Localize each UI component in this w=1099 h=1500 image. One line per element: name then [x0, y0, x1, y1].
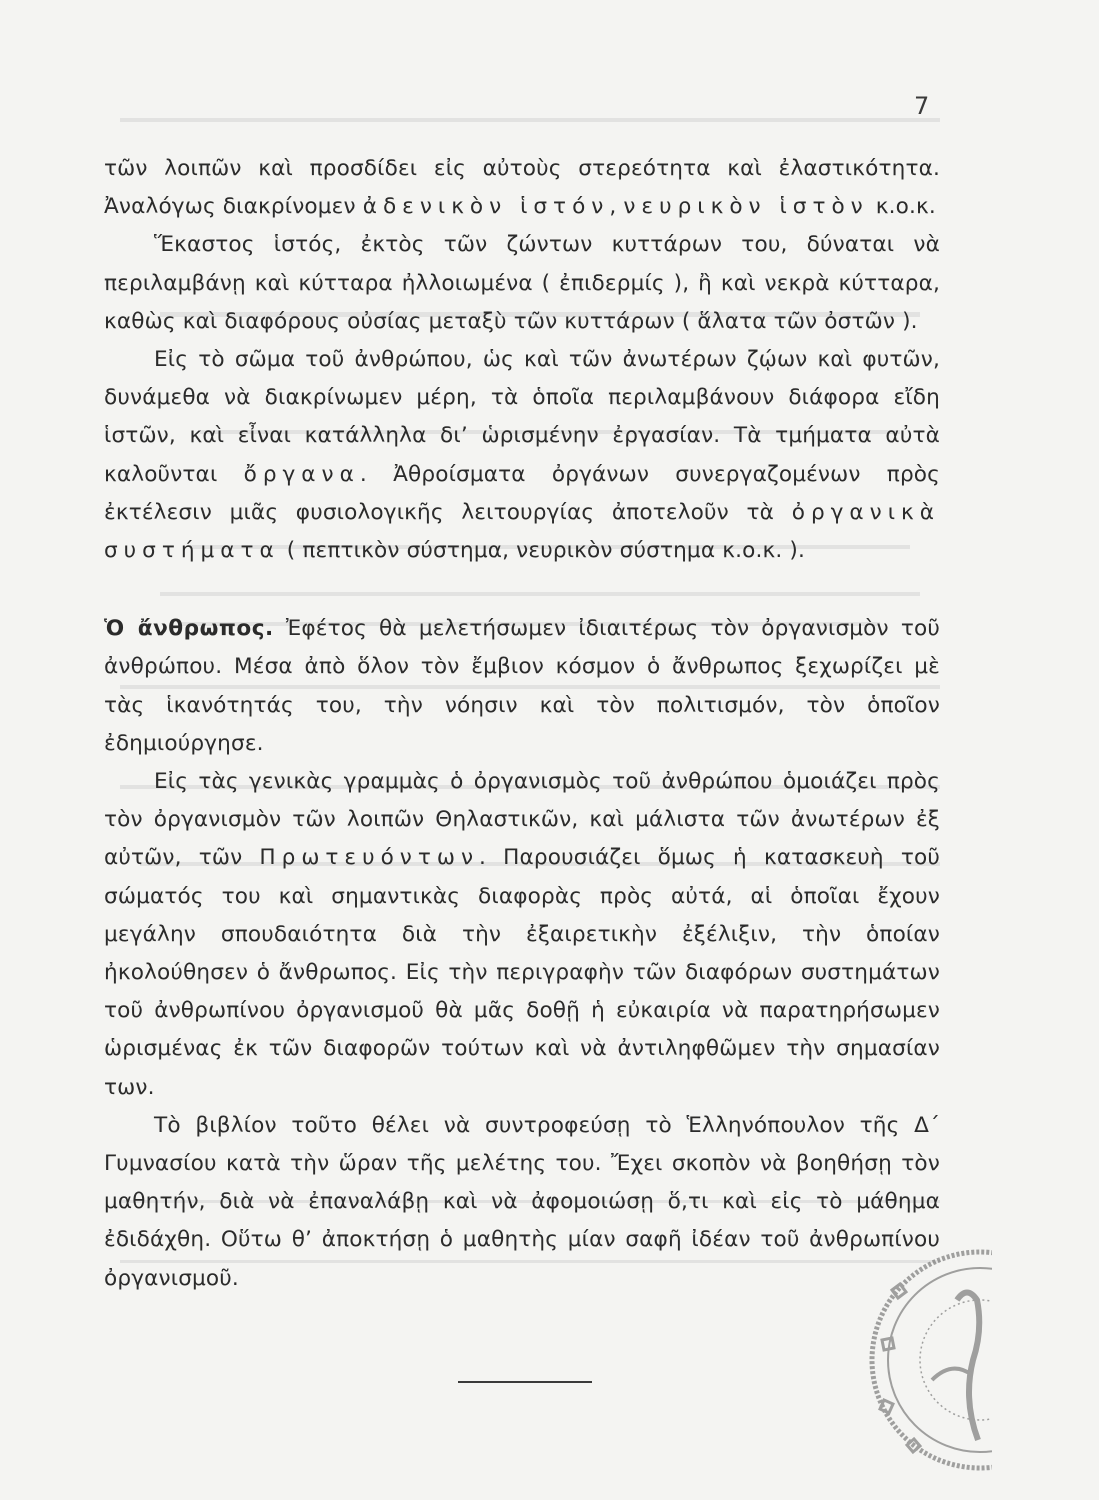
- body-text: [104, 150, 940, 1298]
- paragraph-p4: [104, 610, 940, 763]
- text-run: Ἐφέτος θὰ μελετήσωμεν ἰδιαιτέρως τὸν ὀργανισμὸν τοῦ ἀνθρώπου. Μέσα ἀπὸ ὅλον τὸν ἔμβιον κόσμον ὁ ἄνθρωπος ξεχωρίζει μὲ τὰς ἱκανότητάς του, τὴν νόησιν καὶ τὸν πολιτισμόν, τὸν ὁποῖον ἐδημιούργησε.: [104, 616, 940, 756]
- text-run: Ἕκαστος ἱστός, ἐκτὸς τῶν ζώντων κυττάρων του, δύναται νὰ περιλαμβάνῃ καὶ κύτταρα ἠλλοιωμένα ( ἐπιδερμίς ), ἢ καὶ νεκρὰ κύτταρα, καθὼς καὶ διαφόρους οὐσίας μεταξὺ τῶν κυττάρων ( ἅλατα τῶν ὀστῶν ).: [104, 232, 940, 334]
- paragraph-p2: [104, 226, 940, 341]
- text-run: ( πεπτικὸν σύστημα, νευρικὸν σύστημα κ.ο.κ. ).: [279, 538, 805, 564]
- section-heading: Ὁ ἄνθρωπος.: [104, 616, 274, 642]
- text-run: ,: [609, 194, 624, 220]
- paragraph-p6: [104, 1107, 940, 1298]
- text-run: . Παρουσιάζει ὅμως ἡ κατασκευὴ τοῦ σώματός του καὶ σημαντικὰς διαφορὰς πρὸς αὐτά, αἱ ὁποῖαι ἔχουν μεγάλην σπουδαιότητα διὰ τὴν ἐξαιρετικὴν ἐξέλιξιν, τὴν ὁποίαν ἠκολούθησεν ὁ ἄνθρωπος. Εἰς τὴν περιγραφὴν τῶν διαφόρων συστημάτων τοῦ ἀνθρωπίνου ὀργανισμοῦ θὰ μᾶς δοθῇ ἡ εὐκαιρία νὰ παρατηρήσωμεν ὡρισμένας ἐκ τῶν διαφορῶν τούτων καὶ νὰ ἀντιληφθῶμεν τὴν σημασίαν των.: [104, 845, 940, 1100]
- library-stamp-seal: [862, 1230, 992, 1490]
- page-number: 7: [914, 92, 930, 120]
- text-run: Εἰς τὸ σῶμα τοῦ ἀνθρώπου, ὡς καὶ τῶν ἀνωτέρων ζῴων καὶ φυτῶν, δυνάμεθα νὰ διακρίνωμεν μέρη, τὰ ὁποῖα περιλαμβάνουν διάφορα εἴδη ἱστῶν, καὶ εἶναι κατάλληλα δι’ ὡρισμένην ἐργασίαν. Τὰ τμήματα αὐτὰ καλοῦνται: [104, 347, 940, 487]
- spaced-term: ὀργανικὰ συστήματα: [104, 499, 940, 564]
- spaced-term: ὄργανα: [243, 461, 360, 487]
- paragraph-p3: [104, 341, 940, 570]
- text-run: Εἰς τὰς γενικὰς γραμμὰς ὁ ὀργανισμὸς τοῦ ἀνθρώπου ὁμοιάζει πρὸς τὸν ὀργανισμὸν τῶν λοιπῶν Θηλαστικῶν, καὶ μάλιστα τῶν ἀνωτέρων ἐξ αὐτῶν, τῶν: [104, 769, 940, 871]
- spaced-term: Πρωτευόντων: [259, 845, 480, 871]
- text-run: κ.ο.κ.: [868, 194, 936, 220]
- paragraph-p1: [104, 150, 940, 226]
- text-run: . Ἀθροίσματα ὀργάνων συνεργαζομένων πρὸς ἐκτέλεσιν μιᾶς φυσιολογικῆς λειτουργίας ἀποτελοῦν τὰ: [104, 461, 940, 525]
- paragraph-p5: [104, 763, 940, 1107]
- spaced-term: νευρικὸν ἱστὸν: [623, 194, 869, 220]
- text-run: Τὸ βιβλίον τοῦτο θέλει νὰ συντροφεύσῃ τὸ Ἑλληνόπουλον τῆς Δ΄ Γυμνασίου κατὰ τὴν ὥραν τῆς μελέτης του. Ἔχει σκοπὸν νὰ βοηθήσῃ τὸν μαθητήν, διὰ νὰ ἐπαναλάβῃ καὶ νὰ ἀφομοιώσῃ ὅ,τι καὶ εἰς τὸ μάθημα ἐδιδάχθη. Οὕτω θ’ ἀποκτήσῃ ὁ μαθητὴς μίαν σαφῆ ἰδέαν τοῦ ἀνθρωπίνου ὀργανισμοῦ.: [104, 1112, 940, 1291]
- text-run: τῶν λοιπῶν καὶ προσδίδει εἰς αὐτοὺς στερεότητα καὶ ἐλαστικότητα. Ἀναλόγως διακρίνομεν: [104, 156, 940, 220]
- end-rule: [458, 1381, 592, 1383]
- paragraph-gap: [104, 570, 940, 610]
- spaced-term: ἀδενικὸν ἱστόν: [362, 194, 610, 220]
